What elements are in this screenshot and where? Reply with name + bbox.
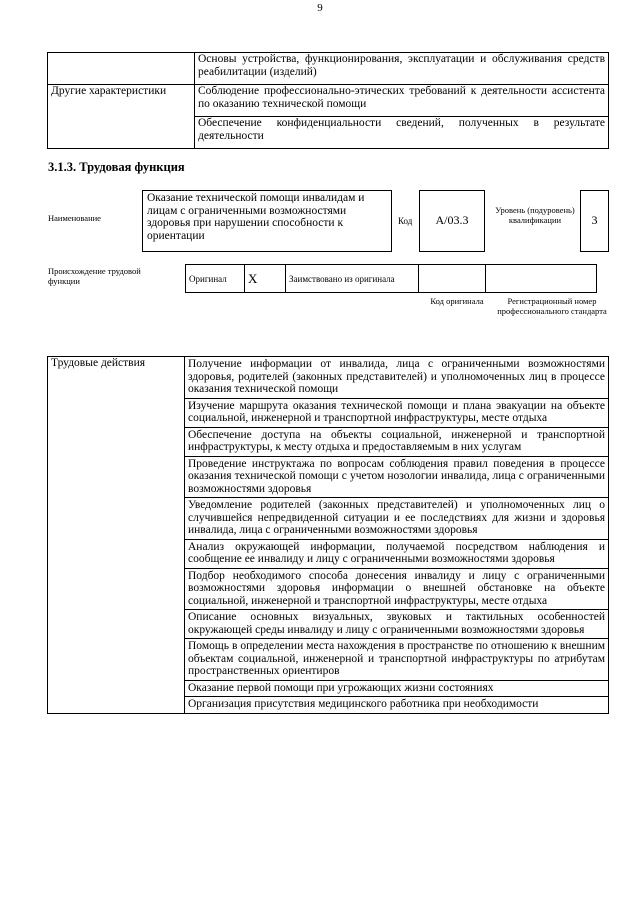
action-item: Помощь в определении места нахождения в пространстве по отношению к внешним объектам социальной, инженерной и транспортной инфраструктуры по атрибутам пространственных ориентиров: [185, 639, 609, 681]
origin-table: [185, 264, 597, 293]
action-item: Изучение маршрута оказания технической помощи и плана эвакуации на объекте социальной, инженерной и транспортной инфраструктуры, месте отдыха: [185, 398, 609, 427]
origin-label: Происхождение трудовой функции: [48, 266, 141, 286]
code-original-caption: Код оригинала: [430, 296, 484, 306]
characteristics-table: [47, 52, 609, 149]
action-item: Организация присутствия медицинского работника при необходимости: [185, 697, 609, 714]
action-item: Уведомление родителей (законных представителей) и уполномоченных лиц о случившейся непредвиденной ситуации и ее последствиях для жизни и здоровья инвалида, лица с ограниченными возможностями здоровья: [185, 498, 609, 540]
original-mark: X: [245, 265, 286, 293]
action-item: Получение информации от инвалида, лица с ограниченными возможностями здоровья, родителей (законных представителей) и уполномоченных лиц в процессе оказания технической помощи: [185, 357, 609, 399]
action-item: Обеспечение доступа на объекты социальной, инженерной и транспортной инфраструктуры, к месту отдыха и предоставляемым в них услугам: [185, 427, 609, 456]
action-item: Оказание первой помощи при угрожающих жизни состояниях: [185, 680, 609, 697]
empty-cell: [48, 53, 195, 85]
labor-actions-table: [47, 356, 609, 714]
borrowed-label: Заимствовано из оригинала: [286, 265, 419, 293]
table-row: [48, 357, 609, 399]
page-number: 9: [317, 2, 323, 14]
level-label: Уровень (подуровень) квалификации: [495, 205, 575, 225]
function-code: A/03.3: [419, 190, 485, 252]
action-item: Описание основных визуальных, звуковых и тактильных особенностей окружающей среды инвалиду и лицу с ограниченными возможностями здоровья: [185, 610, 609, 639]
name-label: Наименование: [48, 213, 101, 223]
labor-actions-label: Трудовые действия: [48, 357, 185, 714]
action-item: Подбор необходимого способа донесения инвалиду и лицу с ограниченными возможностями здоровья информации о внешней обстановке на объекте социальной, инженерной и транспортной инфраструктуры, месте отдыха: [185, 568, 609, 610]
other-characteristics-label: Другие характеристики: [48, 85, 195, 149]
table-row: [48, 85, 609, 117]
table-row: [48, 53, 609, 85]
reg-number-cell: [486, 265, 597, 293]
code-label: Код: [398, 216, 413, 226]
section-title: 3.1.3. Трудовая функция: [48, 160, 185, 174]
code-original-cell: [419, 265, 486, 293]
action-item: Проведение инструктажа по вопросам соблюдения правил поведения в процессе оказания технической помощи с учетом нозологии инвалида, лица с ограниченными возможностями здоровья: [185, 456, 609, 498]
table-row: [186, 265, 597, 293]
action-item: Анализ окружающей информации, получаемой посредством наблюдения и сообщение ее инвалиду и лицу с ограниченными возможностями здоровья: [185, 539, 609, 568]
table-cell: Основы устройства, функционирования, эксплуатации и обслуживания средств реабилитации (изделий): [195, 53, 609, 85]
function-name: Оказание технической помощи инвалидам и лицам с ограниченными возможностями здоровья при нарушении способности к ориентации: [142, 190, 392, 252]
original-label: Оригинал: [186, 265, 245, 293]
table-cell: Обеспечение конфиденциальности сведений, полученных в результате деятельности: [195, 117, 609, 149]
table-cell: Соблюдение профессионально-этических требований к деятельности ассистента по оказанию технической помощи: [195, 85, 609, 117]
qualification-level: 3: [580, 190, 609, 252]
reg-number-caption: Регистрационный номер профессионального стандарта: [497, 296, 607, 316]
